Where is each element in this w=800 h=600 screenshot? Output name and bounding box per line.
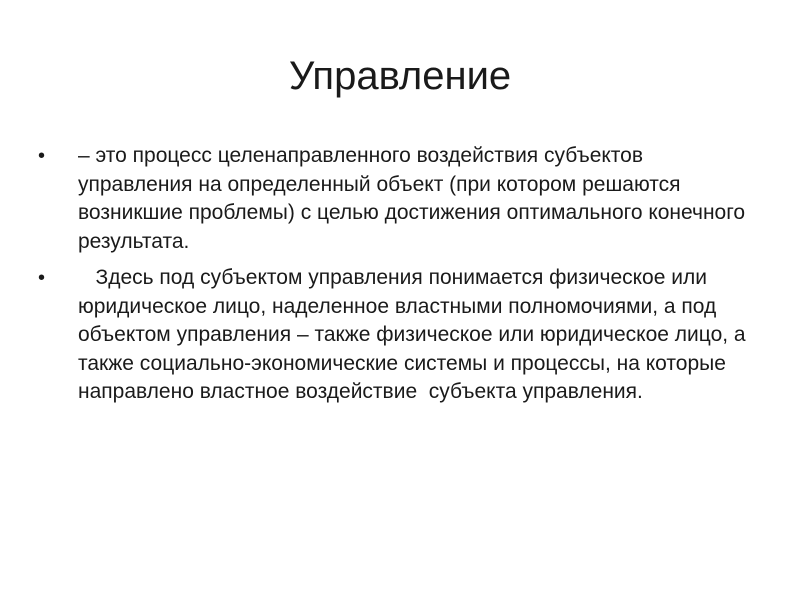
bullet-item-definition [38, 142, 758, 256]
bullet-list [38, 142, 758, 415]
bullet-item-subject-object [38, 264, 758, 407]
slide-title: Управление [288, 54, 512, 98]
bullet-text-definition: – это процесс целенаправленного воздействия субъектов управления на определенный объект (при котором решаются возникшие проблемы) с целью достижения оптимального конечного результата. [78, 144, 751, 253]
bullet-text-subject-object: Здесь под субъектом управления понимается физическое или юридическое лицо, наделенное властными полномочиями, а под объектом управления – также физическое или юридическое лицо, а также социально-экономические системы и процессы, на которые направлено властное воздействие субъекта управления. [78, 266, 752, 403]
bullet-dot-icon: • [38, 145, 46, 167]
bullet-dot-icon: • [38, 267, 46, 289]
